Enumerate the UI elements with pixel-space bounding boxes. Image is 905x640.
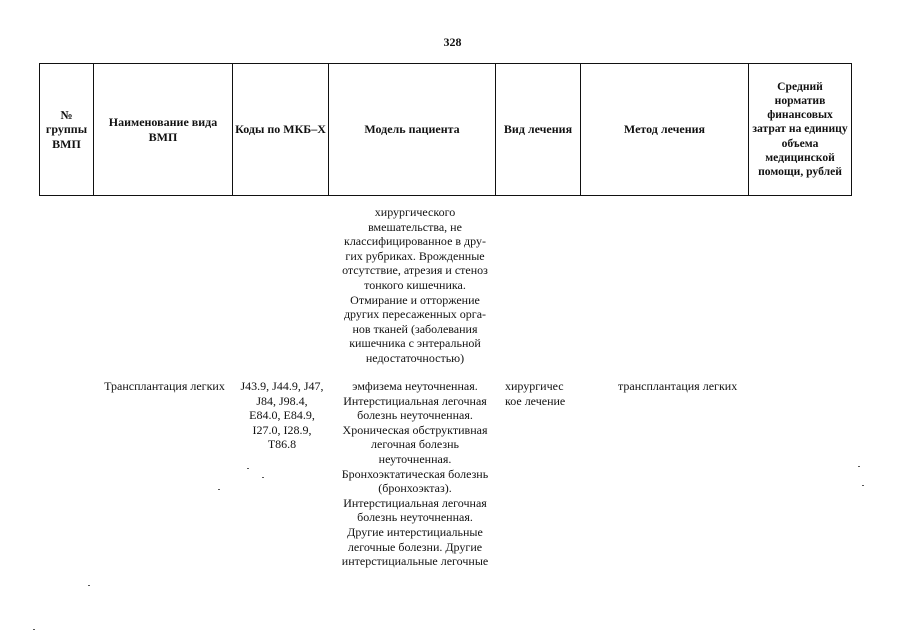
text-line: Бронхоэктатическая болезнь <box>341 466 489 481</box>
header-treatment-method: Метод лечения <box>581 64 749 196</box>
text-line: легочная болезнь <box>371 437 459 452</box>
continued-patient-model <box>330 205 500 366</box>
text-line: легочные болезни. Другие <box>347 539 483 554</box>
text-line: T86.8 <box>267 437 297 452</box>
text-line: неуточненная. <box>378 451 452 466</box>
text-line: J43.9, J44.9, J47, <box>240 379 324 393</box>
table-header <box>39 63 852 196</box>
text-line: кишечника с энтеральной <box>349 336 481 351</box>
text-line: нов тканей (заболевания <box>352 321 478 336</box>
text-line: E84.0, E84.9, <box>249 408 315 423</box>
text-line: классифицированное в дру- <box>343 234 487 249</box>
text-line: (бронхоэктаз). <box>378 481 452 496</box>
text-line: гих рубриках. Врожденные <box>345 248 485 263</box>
scan-speck <box>247 468 249 469</box>
text-line: болезнь неуточненная. <box>357 408 473 423</box>
text-line: Хроническая обструктивная <box>342 422 488 437</box>
scan-speck <box>33 629 35 630</box>
row-patient-model <box>330 379 500 569</box>
header-average-cost: Средний норматив финансовых затрат на единицу объема медицинской помощи, рублей <box>749 64 852 196</box>
text-line: I27.0, I28.9, <box>252 422 312 437</box>
row-treatment-type <box>505 379 577 408</box>
text-line: недостаточностью) <box>365 350 465 365</box>
text-line: эмфизема неуточненная. <box>352 379 478 393</box>
header-patient-model: Модель пациента <box>329 64 496 196</box>
text-line: тонкого кишечника. <box>364 277 466 292</box>
row-vmp-name: Трансплантация легких <box>104 379 225 393</box>
scan-speck <box>88 585 90 586</box>
header-vmp-name: Наименование вида ВМП <box>94 64 233 196</box>
text-line: Интерстициальная легочная <box>343 495 487 510</box>
text-line: Отмирание и отторжение <box>350 292 480 307</box>
page-number: 328 <box>443 35 462 49</box>
header-icd-codes: Коды по МКБ–Х <box>233 64 329 196</box>
text-line: кое лечение <box>505 393 566 408</box>
header-treatment-type: Вид лечения <box>496 64 581 196</box>
scan-speck <box>862 485 864 486</box>
text-line: вмешательства, не <box>368 219 462 234</box>
row-treatment-method: трансплантация легких <box>618 379 738 393</box>
scan-speck <box>858 466 860 467</box>
text-line: отсутствие, атрезия и стеноз <box>342 263 488 278</box>
text-line: хирургического <box>374 205 456 219</box>
text-line: Другие интерстициальные <box>347 524 483 539</box>
text-line: J84, J98.4, <box>256 393 308 408</box>
text-line: хирургичес <box>505 379 564 393</box>
text-line: болезнь неуточненная. <box>357 510 473 525</box>
header-group-number: № группы ВМП <box>40 64 94 196</box>
scan-speck <box>218 489 220 490</box>
scan-speck <box>262 477 264 478</box>
text-line: интерстициальные легочные <box>341 554 489 569</box>
text-line: Интерстициальная легочная <box>343 393 487 408</box>
text-line: других пересаженных орга- <box>343 307 487 322</box>
row-icd-codes <box>232 379 332 452</box>
